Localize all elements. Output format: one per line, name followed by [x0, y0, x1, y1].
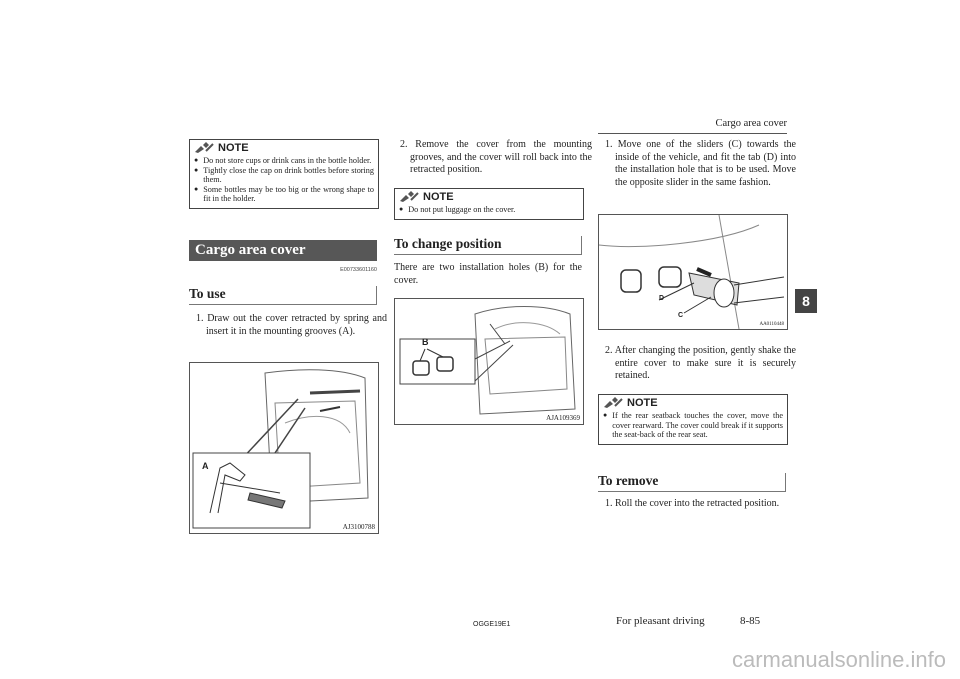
subheading-to-use: To use: [189, 286, 377, 305]
note-list: [395, 205, 583, 219]
note-label: NOTE: [218, 142, 249, 154]
step-1-move-slider: 1. Move one of the sliders (C) towards the inside of the vehicle, and fit the tab (D) into the installation hole that is to be used. Move the opposite slider in the same fashion.: [605, 139, 796, 188]
figure-code: AJA109369: [546, 414, 580, 422]
note-box-bottle-holder: [189, 139, 379, 209]
note-pencil-icon: [194, 142, 214, 154]
note-header: [190, 140, 378, 156]
callout-c: C: [678, 312, 684, 319]
note-label: NOTE: [627, 397, 658, 409]
bullet-icon: ●: [194, 184, 199, 193]
note-pencil-icon: [399, 191, 419, 203]
figure-slider-tab: [598, 214, 788, 330]
note-list: [190, 156, 378, 208]
figure-code: AA0110448: [759, 322, 784, 327]
header-rule: [598, 133, 787, 134]
note-pencil-icon: [603, 397, 623, 409]
note-box-luggage: [394, 188, 584, 220]
note-label: NOTE: [423, 191, 454, 203]
watermark: carmanualsonline.info: [731, 647, 946, 672]
bullet-icon: ●: [194, 156, 199, 164]
document-code: OGGE19E1: [473, 621, 511, 628]
section-code: E00733601160: [340, 267, 377, 273]
note-box-rear-seatback: [598, 394, 788, 445]
subheading-change-position: To change position: [394, 236, 582, 255]
subheading-rule-end: [785, 473, 786, 491]
bullet-icon: ●: [194, 165, 199, 174]
cargo-area-illustration: [190, 363, 378, 533]
step-1-to-use: 1. Draw out the cover retracted by spring and insert it in the mounting grooves (A).: [196, 313, 387, 337]
step-2-remove-cover: 2. Remove the cover from the mounting grooves, and the cover will roll back into the retracted position.: [400, 139, 592, 175]
subheading-rule-end: [376, 286, 377, 304]
callout-a: A: [202, 461, 209, 471]
slider-tab-illustration: [599, 215, 787, 329]
installation-holes-illustration: [395, 299, 583, 424]
change-position-text: There are two installation holes (B) for the cover.: [394, 262, 582, 286]
figure-installation-holes: [394, 298, 584, 425]
callout-d: D: [659, 295, 665, 302]
subheading-rule-end: [581, 236, 582, 254]
running-header-title: Cargo area cover: [715, 118, 787, 129]
step-1-roll-cover: 1. Roll the cover into the retracted position.: [605, 498, 780, 509]
callout-b: B: [422, 337, 429, 347]
bullet-icon: ●: [399, 205, 404, 213]
section-title: Cargo area cover: [189, 240, 377, 261]
figure-code: AJ3100788: [342, 523, 375, 531]
note-item: ● Some bottles may be too big or the wrong shape to fit in the holder.: [194, 184, 374, 204]
note-list: [599, 411, 787, 444]
footer-section-name: For pleasant driving: [616, 615, 705, 627]
note-item: ● Do not put luggage on the cover.: [399, 205, 516, 214]
subheading-to-remove: To remove: [598, 473, 786, 492]
bullet-icon: ●: [603, 411, 608, 419]
note-item: ● If the rear seatback touches the cover, move the cover rearward. The cover could break if it supports the seat-back of the rear seat.: [603, 411, 783, 440]
note-item: ● Do not store cups or drink cans in the bottle holder.: [194, 156, 372, 165]
page-number: 8-85: [740, 615, 761, 627]
step-2-shake-cover: 2. After changing the position, gently shake the entire cover to make sure it is securely retained.: [605, 345, 796, 381]
note-header: [599, 395, 787, 411]
chapter-tab[interactable]: 8: [795, 289, 817, 313]
note-header: [395, 189, 583, 205]
note-item: ● Tightly close the cap on drink bottles before storing them.: [194, 165, 374, 185]
figure-cargo-cover-draw-out: [189, 362, 379, 534]
